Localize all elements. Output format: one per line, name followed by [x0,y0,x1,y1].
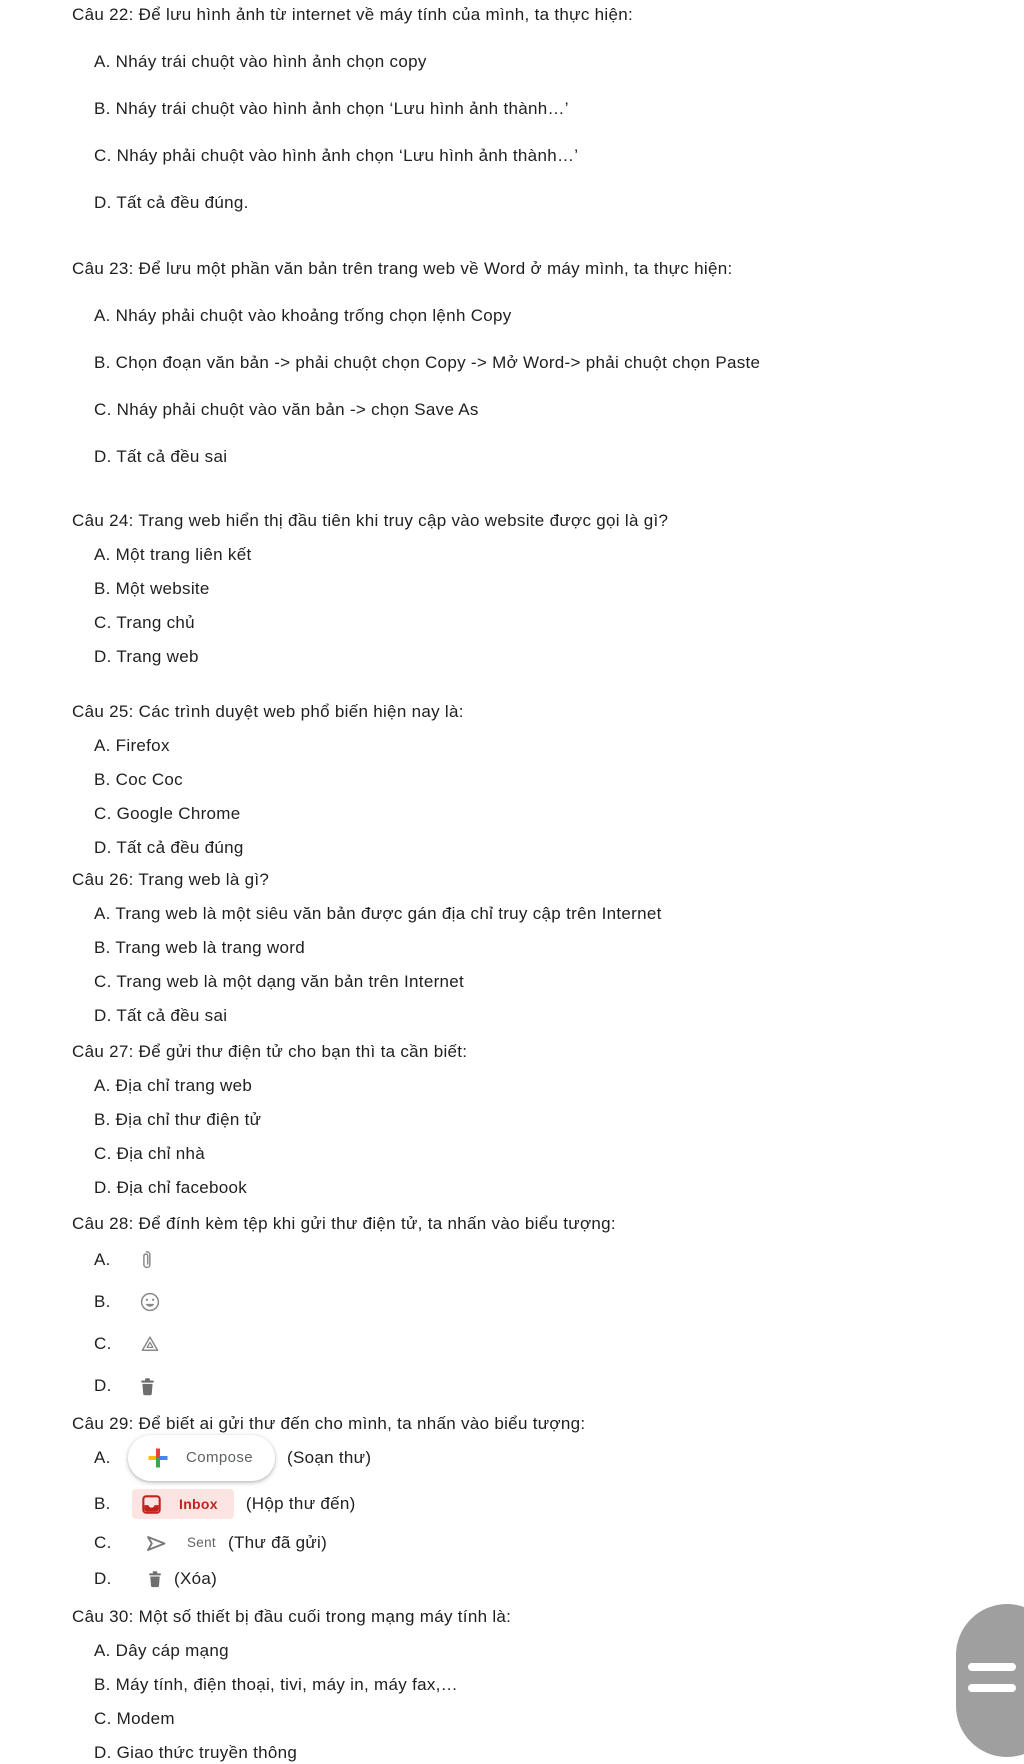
answer-option: C. Google Chrome [94,804,241,823]
answer-option: B. Địa chỉ thư điện tử [94,1110,262,1129]
question-title: Câu 22: Để lưu hình ảnh từ internet về máy tính của mình, ta thực hiện: [72,5,634,24]
smiley-icon [140,1292,160,1312]
option-letter: A. [94,1448,111,1467]
answer-option: A. Trang web là một siêu văn bản được gán địa chỉ truy cập trên Internet [94,904,662,923]
answer-option: C. Nháy phải chuột vào hình ảnh chọn ‘Lưu hình ảnh thành…’ [94,146,579,165]
answer-option: A. Nháy phải chuột vào khoảng trống chọn lệnh Copy [94,306,512,325]
question-title: Câu 27: Để gửi thư điện tử cho bạn thì ta cần biết: [72,1042,468,1061]
answer-option: A. Nháy trái chuột vào hình ảnh chọn copy [94,52,427,71]
answer-option [94,1290,952,1314]
answer-option: D. Giao thức truyền thông [94,1743,298,1762]
option-note: (Thư đã gửi) [227,1533,328,1552]
answer-option: D. Tất cả đều đúng [94,838,244,857]
inbox-label: Inbox [179,1496,218,1512]
compose-button [128,1435,275,1481]
paperclip-icon [140,1250,153,1271]
question-25 [72,701,952,859]
option-note: (Soạn thư) [287,1448,372,1467]
sent-icon [146,1535,167,1552]
answer-option [94,1489,952,1519]
answer-option: C. Nháy phải chuột vào văn bản -> chọn Save As [94,400,479,419]
answer-option: B. Một website [94,579,210,598]
scroll-handle-bar [968,1663,1016,1671]
answer-option: D. Tất cả đều đúng. [94,193,249,212]
option-letter: A. [94,1250,111,1269]
answer-option [94,1332,952,1356]
compose-plus-icon [146,1446,170,1470]
answer-option: A. Địa chỉ trang web [94,1076,253,1095]
answer-option: B. Máy tính, điện thoại, tivi, máy in, máy fax,… [94,1675,458,1694]
answer-option: B. Nháy trái chuột vào hình ảnh chọn ‘Lưu hình ảnh thành…’ [94,99,569,118]
answer-option [94,1567,952,1591]
answer-option: A. Dây cáp mạng [94,1641,229,1660]
answer-option: B. Trang web là trang word [94,938,305,957]
question-title: Câu 24: Trang web hiển thị đầu tiên khi truy cập vào website được gọi là gì? [72,511,669,530]
option-letter: D. [94,1569,112,1588]
question-24 [72,510,952,668]
option-letter: B. [94,1292,111,1311]
answer-option [94,1531,952,1555]
answer-option: B. Chọn đoạn văn bản -> phải chuột chọn Copy -> Mở Word-> phải chuột chọn Paste [94,353,761,372]
question-29 [72,1413,952,1591]
inbox-item [132,1489,234,1519]
answer-option: C. Trang web là một dạng văn bản trên Internet [94,972,465,991]
option-note: (Hộp thư đến) [245,1494,356,1513]
question-22 [72,4,952,214]
question-title: Câu 26: Trang web là gì? [72,870,270,889]
answer-option: D. Trang web [94,647,199,666]
option-letter: B. [94,1494,111,1513]
inbox-icon [142,1495,161,1514]
option-letter: C. [94,1533,112,1552]
answer-option: D. Tất cả đều sai [94,1006,228,1025]
trash-icon [148,1570,162,1588]
option-letter: C. [94,1334,112,1353]
sent-label: Sent [187,1535,216,1550]
question-title: Câu 25: Các trình duyệt web phổ biến hiện nay là: [72,702,464,721]
answer-option: D. Địa chỉ facebook [94,1178,248,1197]
answer-option [94,1248,952,1272]
scroll-handle[interactable] [956,1604,1024,1757]
question-title: Câu 29: Để biết ai gửi thư đến cho mình, ta nhấn vào biểu tượng: [72,1414,586,1433]
answer-option: B. Coc Coc [94,770,183,789]
question-30 [72,1606,952,1764]
option-letter: D. [94,1376,112,1395]
answer-option: C. Địa chỉ nhà [94,1144,205,1163]
answer-option: C. Modem [94,1709,175,1728]
question-23 [72,258,952,468]
answer-option: C. Trang chủ [94,613,195,632]
scroll-handle-bar [968,1684,1016,1692]
trash-icon [140,1377,155,1396]
answer-option: D. Tất cả đều sai [94,447,228,466]
answer-option: A. Một trang liên kết [94,545,252,564]
question-title: Câu 28: Để đính kèm tệp khi gửi thư điện tử, ta nhấn vào biểu tượng: [72,1214,616,1233]
answer-option [94,1435,952,1481]
drive-icon [140,1335,160,1353]
answer-option: A. Firefox [94,736,170,755]
question-26 [72,869,952,1027]
question-title: Câu 30: Một số thiết bị đầu cuối trong mạng máy tính là: [72,1607,512,1626]
question-title: Câu 23: Để lưu một phần văn bản trên trang web về Word ở máy mình, ta thực hiện: [72,259,733,278]
question-27 [72,1041,952,1199]
compose-label: Compose [186,1449,253,1466]
option-note: (Xóa) [174,1569,218,1588]
answer-option [94,1374,952,1398]
question-28 [72,1213,952,1398]
